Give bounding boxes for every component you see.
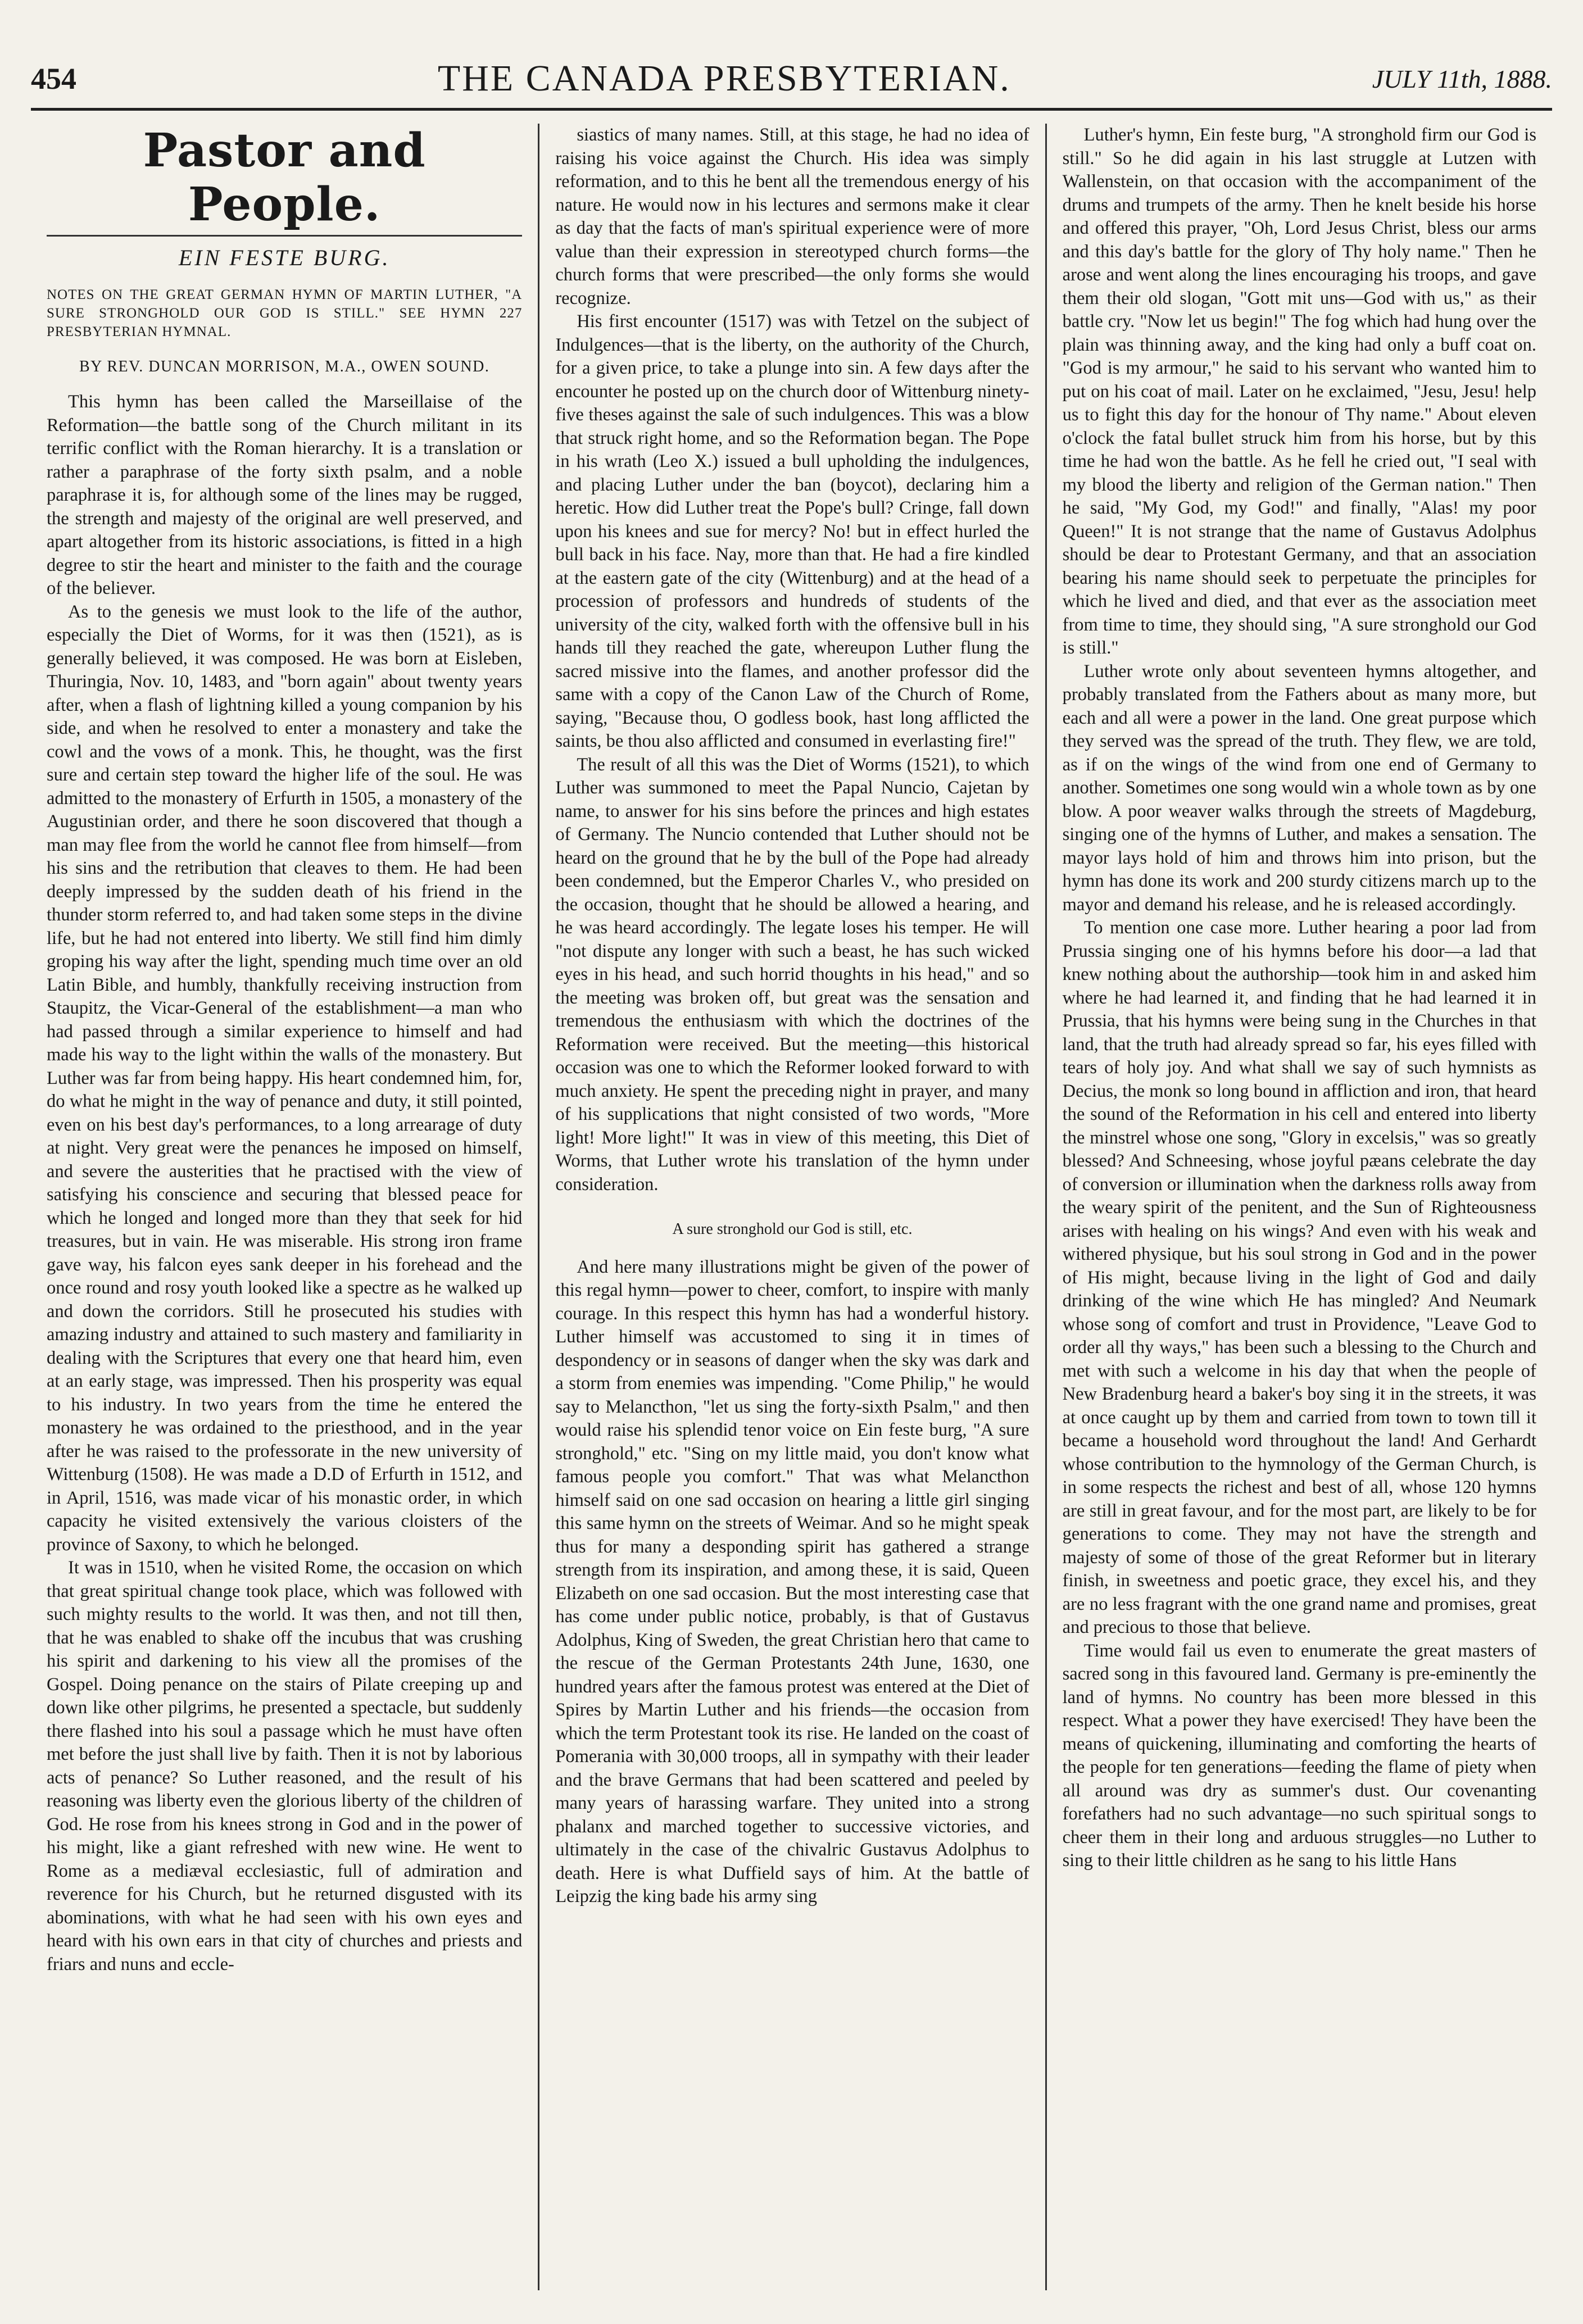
masthead bbox=[31, 53, 1552, 104]
issue-date: JULY 11th, 1888. bbox=[1372, 64, 1552, 93]
byline: BY REV. DUNCAN MORRISON, M.A., OWEN SOUND. bbox=[79, 358, 490, 375]
section-divider bbox=[47, 235, 522, 237]
section-heading: Pastor and People. bbox=[143, 124, 426, 232]
paper-title: THE CANADA PRESBYTERIAN. bbox=[437, 58, 1011, 99]
hymn-title: EIN FESTE BURG. bbox=[178, 245, 391, 270]
column-2 bbox=[538, 124, 1045, 2290]
masthead-rule bbox=[31, 108, 1552, 111]
hymn-quote-line: A sure stronghold our God is still, etc. bbox=[672, 1220, 913, 1238]
paragraph: It was in 1510, when he visited Rome, the occasion on which that great spiritual change took place, which was followed with such mighty results to the world. It was then, and not till then, that he was enabled to shake off the incubus that was crushing his spirit and darkening to his view all the promises of the Gospel. Doing penance on the stairs of Pilate creeping up and down like other pilgrims, he presented a spectacle, but suddenly there flashed into his soul a passage which he must have often met before the just shall live by faith. Then it is not by laborious acts of penance? So Luther reasoned, and the result of his reasoning was liberty even the glorious liberty of the children of God. He rose from his knees strong in God and in the power of his might, like a giant refreshed with new wine. He went to Rome as a mediæval ecclesiastic, full of admiration and reverence for his Church, but he returned disgusted with its abominations, with what he had seen with his own eyes and heard with his own ears in that city of churches and priests and friars and nuns and eccle- bbox=[47, 1558, 523, 1975]
paragraph: This hymn has been called the Marseillaise of the Reformation—the battle song of the Church militant in its terrific conflict with the Roman hierarchy. It is a translation or rather a paraphrase of the forty sixth psalm, and a noble paraphrase it is, for although some of the lines may be rugged, the strength and majesty of the original are well preserved, and apart altogether from its historic associations, is fitted in a high degree to stir the heart and minister to the faith and the courage of the believer. bbox=[47, 392, 523, 598]
paragraph: Time would fail us even to enumerate the great masters of sacred song in this favoured land. Germany is pre-eminently the land of hymns. No country has been more blessed in this respect. What a power they have exercised! They have been the means of quickening, illuminating and comforting the hearts of the people for ten generations—feeding the flame of piety when all around was dry as summer's dust. Our covenanting forefathers had no such advantage—no such spiritual songs to cheer them in their long and arduous struggles—no Luther to sing to their little children as he sang to his little Hans bbox=[1062, 1640, 1536, 1871]
page-number: 454 bbox=[31, 62, 76, 96]
column-3 bbox=[1045, 124, 1552, 2290]
paragraph: The result of all this was the Diet of Worms (1521), to which Luther was summoned to meet the Papal Nuncio, Cajetan by name, to answer for his sins before the princes and high estates of Germany. The Nuncio contended that Luther should not be heard on the ground that he by the bull of the Pope had already been condemned, but the Emperor Charles V., who presided on the occasion, thought that he should be allowed a hearing, and he was heard accordingly. The legate loses his temper. He will "not dispute any longer with such a beast, he has such wicked eyes in his head, and such horrid thoughts in his head," and so the meeting was broken off, but great was the sensation and tremendous the enthusiasm with which the doctrines of the Reformation were received. But the meeting—this historical occasion was one to which the Reformer looked forward to with much anxiety. He spent the preceding night in prayer, and many of his supplications that night consisted of two words, "More light! More light!" It was in view of this meeting, this Diet of Worms, that Luther wrote his translation of the hymn under consideration. bbox=[555, 754, 1029, 1195]
paragraph: Luther's hymn, Ein feste burg, "A stronghold firm our God is still." So he did again in his last struggle at Lutzen with Wallenstein, on that occasion with the accompaniment of the drums and trumpets of the army. Then he knelt beside his horse and offered this prayer, "Oh, Lord Jesus Christ, bless our arms and this day's battle for the glory of Thy holy name." Then he arose and went along the lines encouraging his troops, and gave them their old slogan, "Gott mit uns—God with us," as their battle cry. "Now let us begin!" The fog which had hung over the plain was thinning away, and the king had only a buff coat on. "God is my armour," he said to his servant who wanted him to put on his coat of mail. Later on he exclaimed, "Jesu, Jesu! help us to fight this day for the honour of Thy name." About eleven o'clock the fatal bullet struck him from his horse, but by this time he had won the battle. As he fell he cried out, "I seal with my blood the liberty and religion of the German nation." Then he said, "My God, my God!" and finally, "Alas! my poor Queen!" It is not strange that the name of Gustavus Adolphus should be dear to Protestant Germany, and that an association bearing his name should seek to perpetuate the principles for which he lived and died, and that ever as the association meet from time to time, they should sing, "A sure stronghold our God is still." bbox=[1062, 125, 1536, 658]
column-1 bbox=[31, 124, 538, 2290]
paragraph: To mention one case more. Luther hearing a poor lad from Prussia singing one of his hymns before his door—a lad that knew nothing about the authorship—took him in and asked him where he had learned it, and finding that he had learned it in Prussia, that his hymns were being sung in the Churches in that land, that the truth had already spread so far, his eyes filled with tears of holy joy. And what shall we say of such hymnists as Decius, the monk so long bound in affliction and iron, that heard the sound of the Reformation in his cell and entered into liberty the minstrel whose one song, "Glory in excelsis," was so greatly blessed? And Schneesing, whose joyful pæans celebrate the day of conversion or illumination when the darkness rolls away from the weary spirit of the penitent, and the Sun of Righteousness arises with healing on his wings? And even with his weak and withered physique, but his soul strong in God and in the power of His might, because living in the light of God and daily drinking of the wine which He has mingled? And Neumark whose song of comfort and trust in Providence, "Leave God to order all thy ways," has been such a blessing to the Church and met with such a welcome in his day that when the people of New Bradenburg heard a baker's boy sing it in the streets, it was at once caught up by them and carried from town to town till it became a household word throughout the land! And Gerhardt whose contribution to the hymnology of the German Church, is in some respects the richest and best of all, whose 120 hymns are still in great favour, and for the most part, are likely to be for generations to come. They may not have the strength and majesty of some of those of the great Reformer but in literary finish, in sweetness and poetic grace, they excel his, and they are no less fragrant with the one grand name and promises, great and precious to those that believe. bbox=[1062, 918, 1536, 1637]
paragraph: Luther wrote only about seventeen hymns altogether, and probably translated from the Fathers about as many more, but each and all were a power in the land. One great purpose which they served was the spread of the truth. They flew, we are told, as if on the wings of the wind from one end of Germany to another. Sometimes one song would win a whole town as by one blow. A poor weaver walks through the streets of Magdeburg, singing one of the hymns of Luther, and makes a sensation. The mayor lays hold of him and throws him into prison, but the hymn has done its work and 200 sturdy citizens march up to the mayor and demand his release, and he is released accordingly. bbox=[1062, 661, 1536, 915]
paragraph: And here many illustrations might be given of the power of this regal hymn—power to cheer, comfort, to inspire with manly courage. In this respect this hymn has had a wonderful history. Luther himself was accustomed to sing it in times of despondency or in seasons of danger when the sky was dark and a storm from enemies was impending. "Come Philip," he would say to Melancthon, "let us sing the forty-sixth Psalm," and then would raise his splendid tenor voice on Ein feste burg, "A sure stronghold," etc. "Sing on my little maid, you don't know what famous people you comfort." That was what Melancthon himself said on one sad occasion on hearing a little girl singing this same hymn on the streets of Weimar. And so he might speak thus for many a desponding spirit has gathered a strange strength from its inspiration, and among these, it is said, Queen Elizabeth on one sad occasion. But the most interesting case that has come under public notice, probably, is that of Gustavus Adolphus, King of Sweden, the great Christian hero that came to the rescue of the German Protestants 24th June, 1630, one hundred years after the famous protest was entered at the Diet of Spires by Martin Luther and his friends—the occasion from which the term Protestant took its rise. He landed on the coast of Pomerania with 30,000 troops, all in sympathy with their leader and the brave Germans that had been scattered and peeled by many years of harassing warfare. They united into a strong phalanx and marched together to successive victories, and ultimately in the case of the chivalric Gustavus Adolphus to death. Here is what Duffield says of him. At the battle of Leipzig the king bade his army sing bbox=[555, 1256, 1029, 1907]
paragraph: As to the genesis we must look to the life of the author, especially the Diet of Worms, for it was then (1521), as is generally believed, it was composed. He was born at Eisleben, Thuringia, Nov. 10, 1483, and "born again" about twenty years after, when a flash of lightning killed a young companion by his side, and when he resolved to enter a monastery and take the cowl and the vows of a monk. This, he thought, was the first sure and certain step toward the higher life of the soul. He was admitted to the monastery of Erfurth in 1505, a monastery of the Augustinian order, and there he soon discovered that though a man may flee from the world he cannot flee from himself—from his sins and the retribution that cleaves to them. He had been deeply impressed by the sudden death of his friend in the thunder storm referred to, and had taken some steps in the divine life, but he had not entered into liberty. We still find him dimly groping his way after the light, spending much time over an old Latin Bible, and humbly, thankfully receiving instruction from Staupitz, the Vicar-General of the establishment—a man who had passed through a similar experience to himself and had made his way to the light within the walls of the monastery. But Luther was far from being happy. His heart condemned him, for, do what he might in the way of penance and duty, it still pointed, even on his best day's performances, to a long arrearage of duty at night. Very great were the penances he imposed on himself, and severe the austerities that he practised with the view of satisfying his conscience and securing that blessed peace for which he longed and longed more than they that seek for hid treasures, but in vain. He was miserable. His strong iron frame gave way, his falcon eyes sank deeper in his forehead and the once round and rosy youth looked like a spectre as he walked up and down the corridors. Still he prosecuted his studies with amazing industry and attained to such mastery and familiarity in dealing with the Scriptures that every one that heard him, even at an early stage, was impressed. Then his prosperity was equal to his industry. In two years from the time he entered the monastery he was ordained to the priesthood, and in the year after he was raised to the professorate in the new university of Wittenburg (1508). He was made a D.D of Erfurth in 1512, and in April, 1516, was made vicar of his monastic order, in which capacity he visited extensively the various cloisters of the province of Saxony, to which he belonged. bbox=[47, 601, 523, 1555]
paragraph: siastics of many names. Still, at this stage, he had no idea of raising his voice against the Church. His idea was simply reformation, and to this he bent all the tremendous energy of his nature. He would now in his lectures and sermons make it clear as day that the facts of man's spiritual experience were of more value than their expression in stereotyped church forms—the church forms that were prescribed—the only forms she would recognize. bbox=[555, 125, 1029, 308]
paragraph: His first encounter (1517) was with Tetzel on the subject of Indulgences—that is the liberty, on the authority of the Church, for a given price, to take a plunge into sin. A few days after the encounter he posted up on the church door of Wittenburg ninety-five theses against the sale of such indulgences. This was a blow that struck right home, and so the Reformation began. The Pope in his wrath (Leo X.) issued a bull upholding the indulgences, and placing Luther under the ban (boycot), declaring him a heretic. How did Luther treat the Pope's bull? Cringe, fall down upon his knees and sue for mercy? No! but in effect hurled the bull back in his face. Nay, more than that. He had a fire kindled at the eastern gate of the city (Wittenburg) and at the head of a procession of professors and hundreds of students of the university of the city, walked forth with the offensive bull in his hands till they reached the gate, whereupon Luther flung the sacred missive into the flames, and another professor did the same with a copy of the Canon Law of the Church of Rome, saying, "Because thou, O godless book, hast long afflicted the saints, be thou also afflicted and consumed in everlasting fire!" bbox=[555, 311, 1029, 751]
article-notes: NOTES ON THE GREAT GERMAN HYMN OF MARTIN LUTHER, "A SURE STRONGHOLD OUR GOD IS STILL." SEE HYMN 227 PRESBYTERIAN HYMNAL. bbox=[47, 287, 523, 339]
article-columns bbox=[31, 124, 1552, 2290]
